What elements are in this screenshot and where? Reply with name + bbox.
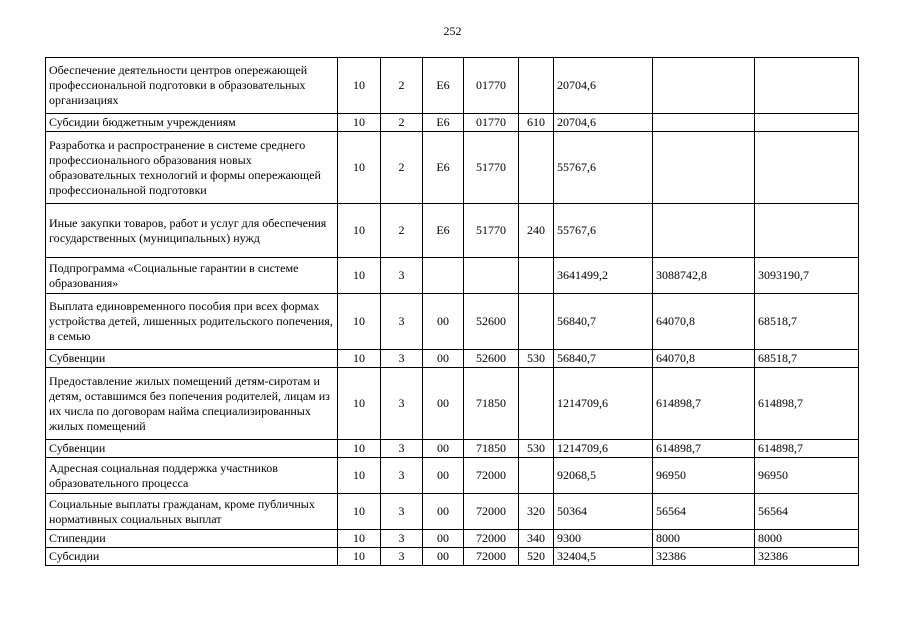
row-amount-1: 20704,6 <box>554 114 653 132</box>
row-subsection: 3 <box>381 368 423 440</box>
row-name: Иные закупки товаров, работ и услуг для обеспечения государственных (муниципальных) нужд <box>46 204 338 258</box>
row-name: Субвенции <box>46 440 338 458</box>
row-name: Адресная социальная поддержка участников образовательного процесса <box>46 458 338 494</box>
row-amount-3 <box>755 58 859 114</box>
row-name: Выплата единовременного пособия при всех формах устройства детей, лишенных родительского попечения, в семью <box>46 294 338 350</box>
row-amount-1: 55767,6 <box>554 132 653 204</box>
row-amount-1: 55767,6 <box>554 204 653 258</box>
table-row <box>46 458 859 494</box>
row-amount-3: 614898,7 <box>755 440 859 458</box>
row-amount-2: 614898,7 <box>653 368 755 440</box>
row-subsection: 2 <box>381 132 423 204</box>
row-amount-3: 3093190,7 <box>755 258 859 294</box>
row-amount-2 <box>653 114 755 132</box>
row-amount-2: 64070,8 <box>653 294 755 350</box>
row-amount-3 <box>755 132 859 204</box>
row-expense-type <box>519 458 554 494</box>
row-section: 10 <box>338 114 381 132</box>
row-target-item: 71850 <box>464 440 519 458</box>
row-name: Стипендии <box>46 530 338 548</box>
row-target-item: 51770 <box>464 132 519 204</box>
row-amount-1: 50364 <box>554 494 653 530</box>
row-amount-1: 1214709,6 <box>554 440 653 458</box>
row-program <box>423 258 464 294</box>
table-row <box>46 58 859 114</box>
row-section: 10 <box>338 350 381 368</box>
table-row <box>46 530 859 548</box>
row-name: Предоставление жилых помещений детям-сиротам и детям, оставшимся без попечения родителей, лицам из их числа по договорам найма специализированных жилых помещений <box>46 368 338 440</box>
table-row <box>46 494 859 530</box>
row-amount-3: 8000 <box>755 530 859 548</box>
row-amount-2: 3088742,8 <box>653 258 755 294</box>
row-expense-type <box>519 58 554 114</box>
row-program: 00 <box>423 294 464 350</box>
row-program: Е6 <box>423 132 464 204</box>
row-program: 00 <box>423 458 464 494</box>
row-subsection: 2 <box>381 204 423 258</box>
row-name: Субсидии бюджетным учреждениям <box>46 114 338 132</box>
row-section: 10 <box>338 494 381 530</box>
row-section: 10 <box>338 294 381 350</box>
row-section: 10 <box>338 204 381 258</box>
row-subsection: 3 <box>381 440 423 458</box>
row-program: 00 <box>423 350 464 368</box>
table-row <box>46 440 859 458</box>
row-amount-2 <box>653 204 755 258</box>
row-amount-2: 56564 <box>653 494 755 530</box>
row-program: Е6 <box>423 114 464 132</box>
row-subsection: 3 <box>381 530 423 548</box>
row-subsection: 3 <box>381 494 423 530</box>
row-name: Обеспечение деятельности центров опережающей профессиональной подготовки в образовательных организациях <box>46 58 338 114</box>
row-expense-type: 530 <box>519 350 554 368</box>
row-subsection: 3 <box>381 458 423 494</box>
row-program: 00 <box>423 548 464 566</box>
row-program: 00 <box>423 530 464 548</box>
table-row <box>46 294 859 350</box>
row-name: Субвенции <box>46 350 338 368</box>
row-subsection: 3 <box>381 294 423 350</box>
row-target-item: 72000 <box>464 530 519 548</box>
row-amount-2: 8000 <box>653 530 755 548</box>
row-amount-3: 68518,7 <box>755 350 859 368</box>
table-row <box>46 350 859 368</box>
row-amount-3 <box>755 204 859 258</box>
row-amount-3 <box>755 114 859 132</box>
row-name: Социальные выплаты гражданам, кроме публичных нормативных социальных выплат <box>46 494 338 530</box>
table-row <box>46 114 859 132</box>
row-target-item: 72000 <box>464 494 519 530</box>
row-name: Субсидии <box>46 548 338 566</box>
row-target-item: 72000 <box>464 548 519 566</box>
row-target-item: 51770 <box>464 204 519 258</box>
row-amount-2: 32386 <box>653 548 755 566</box>
row-expense-type: 320 <box>519 494 554 530</box>
row-amount-3: 614898,7 <box>755 368 859 440</box>
row-expense-type <box>519 132 554 204</box>
row-expense-type <box>519 258 554 294</box>
row-amount-1: 9300 <box>554 530 653 548</box>
row-subsection: 2 <box>381 114 423 132</box>
row-amount-1: 20704,6 <box>554 58 653 114</box>
row-section: 10 <box>338 548 381 566</box>
row-target-item: 01770 <box>464 58 519 114</box>
row-target-item: 01770 <box>464 114 519 132</box>
row-section: 10 <box>338 58 381 114</box>
row-expense-type: 610 <box>519 114 554 132</box>
row-name: Разработка и распространение в системе среднего профессионального образования новых образовательных технологий и формы опережающей профессиональной подготовки <box>46 132 338 204</box>
row-section: 10 <box>338 530 381 548</box>
table-row <box>46 204 859 258</box>
row-amount-3: 56564 <box>755 494 859 530</box>
row-amount-1: 1214709,6 <box>554 368 653 440</box>
row-target-item: 71850 <box>464 368 519 440</box>
row-subsection: 3 <box>381 548 423 566</box>
row-section: 10 <box>338 368 381 440</box>
row-amount-1: 3641499,2 <box>554 258 653 294</box>
row-subsection: 3 <box>381 350 423 368</box>
row-amount-3: 96950 <box>755 458 859 494</box>
row-target-item: 72000 <box>464 458 519 494</box>
row-amount-2: 614898,7 <box>653 440 755 458</box>
row-expense-type: 240 <box>519 204 554 258</box>
page-number: 252 <box>443 24 462 38</box>
row-program: 00 <box>423 440 464 458</box>
row-amount-1: 56840,7 <box>554 294 653 350</box>
row-amount-3: 32386 <box>755 548 859 566</box>
budget-table <box>45 57 859 566</box>
table-row <box>46 548 859 566</box>
row-target-item: 52600 <box>464 350 519 368</box>
row-program: 00 <box>423 368 464 440</box>
row-section: 10 <box>338 458 381 494</box>
table-row <box>46 258 859 294</box>
table-row <box>46 368 859 440</box>
row-expense-type <box>519 368 554 440</box>
row-amount-2 <box>653 58 755 114</box>
row-target-item: 52600 <box>464 294 519 350</box>
row-amount-2 <box>653 132 755 204</box>
row-section: 10 <box>338 132 381 204</box>
row-expense-type: 520 <box>519 548 554 566</box>
row-amount-2: 64070,8 <box>653 350 755 368</box>
table-row <box>46 132 859 204</box>
row-expense-type: 530 <box>519 440 554 458</box>
row-expense-type: 340 <box>519 530 554 548</box>
row-subsection: 3 <box>381 258 423 294</box>
row-expense-type <box>519 294 554 350</box>
row-subsection: 2 <box>381 58 423 114</box>
row-target-item <box>464 258 519 294</box>
row-amount-3: 68518,7 <box>755 294 859 350</box>
row-amount-1: 92068,5 <box>554 458 653 494</box>
row-program: 00 <box>423 494 464 530</box>
row-name: Подпрограмма «Социальные гарантии в системе образования» <box>46 258 338 294</box>
row-section: 10 <box>338 258 381 294</box>
row-section: 10 <box>338 440 381 458</box>
row-amount-1: 32404,5 <box>554 548 653 566</box>
row-program: Е6 <box>423 58 464 114</box>
row-amount-1: 56840,7 <box>554 350 653 368</box>
row-amount-2: 96950 <box>653 458 755 494</box>
row-program: Е6 <box>423 204 464 258</box>
